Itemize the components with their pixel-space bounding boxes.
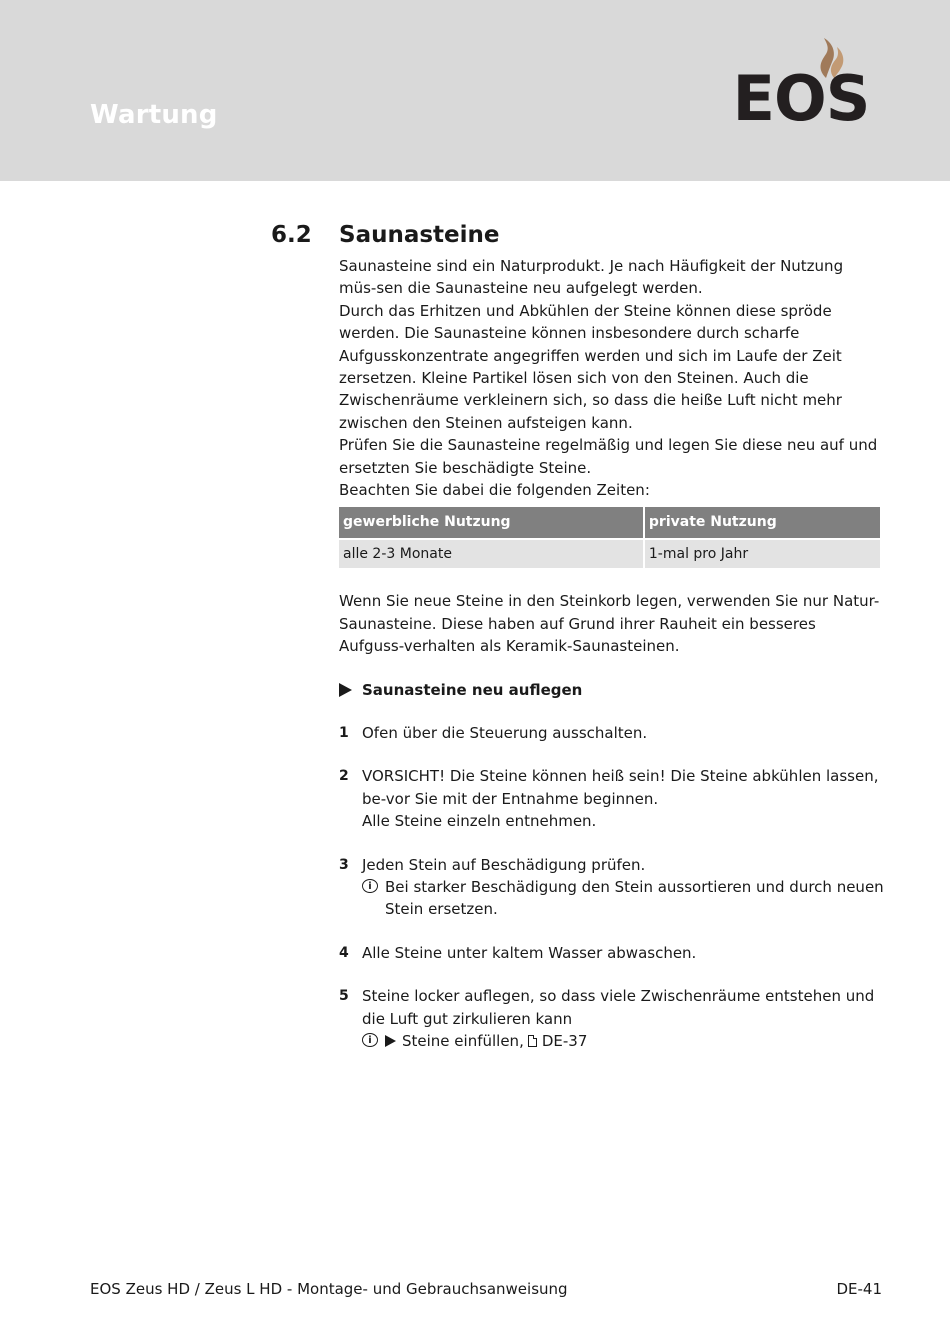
step-body — [362, 985, 884, 1052]
step-number: 1 — [339, 724, 349, 741]
play-triangle-icon — [385, 1035, 396, 1047]
footer-document-title: EOS Zeus HD / Zeus L HD - Montage- und Gebrauchsanweisung — [90, 1280, 568, 1298]
step-number: 4 — [339, 944, 349, 961]
paragraph: Durch das Erhitzen und Abkühlen der Steine können diese spröde werden. Die Saunasteine können insbesondere durch scharfe Aufgusskonzentrate angegriffen werden und sich im Laufe der Zeit zersetzen. Kleine Partikel lösen sich von den Steinen. Auch die Zwischenräume verkleinern sich, so dass die heiße Luft nicht mehr zwischen den Steinen aufsteigen kann. — [339, 301, 842, 432]
table-cell: alle 2-3 Monate — [339, 540, 643, 568]
step-number: 5 — [339, 988, 349, 1005]
step-text: Steine locker auflegen, so dass viele Zwischenräume entstehen und die Luft gut zirkulieren kann — [362, 987, 875, 1028]
info-icon: i — [362, 879, 378, 893]
info-icon: i — [362, 1033, 378, 1047]
section-title: Saunasteine — [339, 222, 500, 248]
play-triangle-icon — [339, 683, 352, 697]
table-header-cell: private Nutzung — [645, 507, 880, 537]
logo-wordmark: EOS — [732, 62, 870, 135]
step-body — [362, 765, 884, 832]
info-note — [362, 876, 884, 921]
paragraph: Prüfen Sie die Saunasteine regelmäßig und legen Sie diese neu auf und ersetzten Sie beschädigte Steine. — [339, 436, 878, 477]
info-text: Bei starker Beschädigung den Stein aussortieren und durch neuen Stein ersetzen. — [385, 877, 884, 919]
intervals-table — [337, 505, 882, 570]
paragraph: Saunasteine sind ein Naturprodukt. Je nach Häufigkeit der Nutzung müs-sen die Saunasteine neu aufgelegt werden. — [339, 257, 844, 298]
procedure-heading — [339, 679, 884, 701]
reference-link-text[interactable]: Steine einfüllen, — [402, 1031, 524, 1050]
step-number: 2 — [339, 768, 349, 785]
chapter-title: Wartung — [90, 100, 218, 130]
step-3 — [339, 854, 884, 921]
section-content — [339, 220, 884, 1052]
page-header — [0, 0, 950, 181]
paragraph: Beachten Sie dabei die folgenden Zeiten: — [339, 481, 650, 500]
step-text: VORSICHT! Die Steine können heiß sein! Die Steine abkühlen lassen, be-vor Sie mit der Entnahme beginnen. — [362, 767, 879, 808]
table-header-cell: gewerbliche Nutzung — [339, 507, 643, 537]
step-1 — [339, 722, 884, 744]
step-5 — [339, 985, 884, 1052]
step-text: Ofen über die Steuerung ausschalten. — [362, 723, 648, 742]
step-4 — [339, 942, 884, 964]
step-text: Alle Steine einzeln entnehmen. — [362, 812, 597, 831]
page-icon — [528, 1035, 537, 1047]
step-number: 3 — [339, 856, 349, 873]
cross-reference[interactable] — [385, 1030, 884, 1052]
reference-page[interactable]: DE-37 — [541, 1031, 588, 1050]
section-number: 6.2 — [271, 222, 312, 248]
paragraph: Wenn Sie neue Steine in den Steinkorb legen, verwenden Sie nur Natur-Saunasteine. Diese haben auf Grund ihrer Rauheit ein besseres Aufguss-verhalten als Keramik-Saunasteinen. — [339, 592, 880, 656]
table-row — [339, 540, 880, 568]
step-text: Jeden Stein auf Beschädigung prüfen. — [362, 855, 646, 874]
footer-page-number: DE-41 — [836, 1280, 882, 1298]
table-header-row — [339, 507, 880, 537]
info-note — [362, 1030, 884, 1052]
step-body — [362, 854, 884, 921]
procedure-title: Saunasteine neu auflegen — [362, 680, 583, 699]
eos-logo — [716, 36, 886, 135]
step-2 — [339, 765, 884, 832]
step-text: Alle Steine unter kaltem Wasser abwaschen. — [362, 943, 697, 962]
table-cell: 1-mal pro Jahr — [645, 540, 880, 568]
